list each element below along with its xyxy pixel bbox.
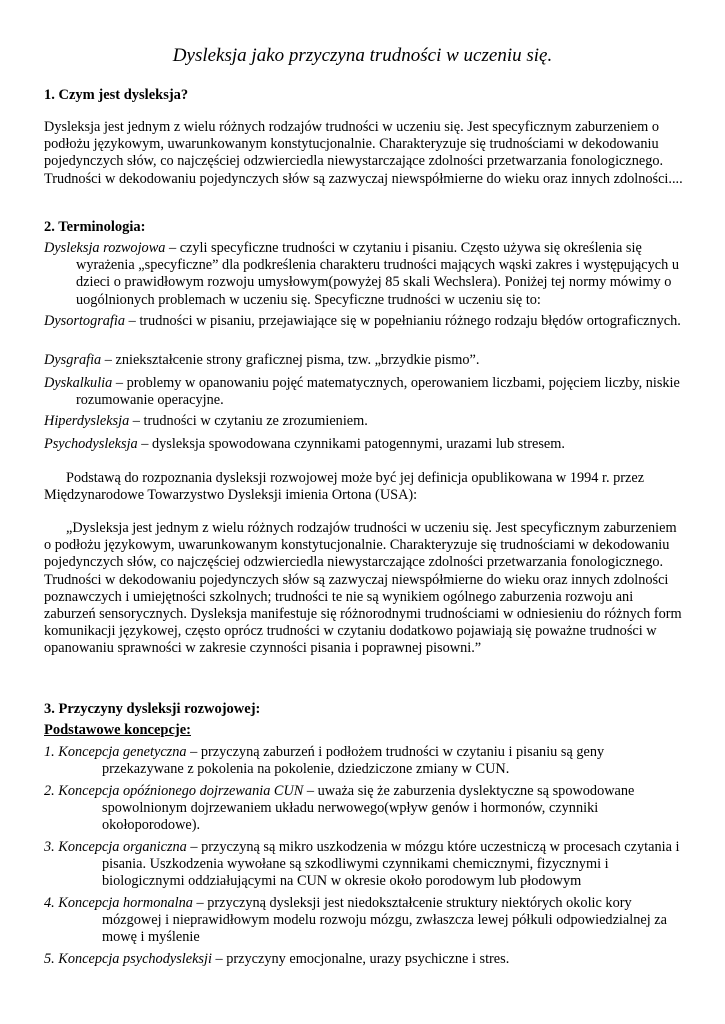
term-item <box>44 240 684 309</box>
term-definition: – dysleksja spowodowana czynnikami patogennymi, urazami lub stresem. <box>137 436 565 452</box>
term-name: Dysleksja rozwojowa <box>44 240 166 256</box>
concept-description: – przyczyną są mikro uszkodzenia w mózgu które uczestniczą w procesach czytania i pisania. Uszkodzenia wywołane są szkodliwymi czynnikami chemicznymi, fizycznymi i biologicznymi oddziałującymi na CUN w okresie około porodowym lub płodowym <box>102 839 680 890</box>
concept-name: 2. Koncepcja opóźnionego dojrzewania CUN <box>44 783 304 799</box>
concept-description: – przyczyny emocjonalne, urazy psychiczne i stres. <box>211 951 510 967</box>
definition-quote-text: „Dysleksja jest jednym z wielu różnych rodzajów trudności w uczeniu się. Jest specyficznym zaburzeniem o podłożu językowym, uwarunkowanym konstytucjonalnie. Charakteryzuje się trudnościami w dekodowaniu pojedynczych słów, co najczęściej odzwierciedla niewystarczające zdolności przetwarzania fonologicznego. Trudności w dekodowaniu pojedynczych słów są zazwyczaj niewspółmierne do wieku oraz innych zdolności poznawczych i umiejętności szkolnych; trudności te nie są wynikiem ogólnego zaburzenia rozwoju ani zaburzeń sensorycznych. Dysleksja manifestuje się różnorodnymi trudnościami w odniesieniu do różnych form komunikacji językowej, często oprócz trudności w czytaniu dodatkowo pojawiają się poważne trudności w opanowaniu sprawności w zakresie czynności pisania i poprawnej pisowni.” <box>44 520 682 657</box>
section-1-body: Dysleksja jest jednym z wielu różnych rodzajów trudności w uczeniu się. Jest specyficznym zaburzeniem o podłożu językowym, uwarunkowanym konstytucjonalnie. Charakteryzuje się trudnościami w dekodowaniu pojedynczych słów, co najczęściej odzwierciedla niewystarczające zdolności przetwarzania fonologicznego. Trudności w dekodowaniu pojedynczych słów są zazwyczaj niewspółmierne do wieku oraz innych zdolności.... <box>44 119 683 187</box>
term-item <box>44 352 684 369</box>
concept-description: – przyczyną dysleksji jest niedokształcenie struktury niektórych okolic kory mózgowej i nieprawidłowym modelu rozwoju mózgu, zwłaszcza lewej półkuli odpowiedzialnej za mowę i myślenie <box>102 895 667 946</box>
term-definition: – trudności w pisaniu, przejawiające się w popełnianiu różnego rodzaju błędów ortograficznych. <box>125 313 681 329</box>
concept-item <box>44 744 684 778</box>
section-3-heading: 3. Przyczyny dysleksji rozwojowej: <box>44 701 261 717</box>
term-definition: – czyli specyficzne trudności w czytaniu i pisaniu. Często używa się określenia się wyrażenia „specyficzne” dla podkreślenia charakteru trudności mających wąski zakres i występujących u dzieci o prawidłowym rozwoju umysłowym(powyżej 85 skali Wechslera). Poniżej tej normy mówimy o uogólnionych problemach w uczeniu się. Specyficzne trudności w uczeniu się to: <box>76 240 679 308</box>
term-item <box>44 313 684 330</box>
concept-item <box>44 951 684 968</box>
term-name: Dyskalkulia <box>44 375 113 391</box>
concept-item <box>44 839 684 891</box>
concept-name: 5. Koncepcja psychodysleksji <box>44 951 212 967</box>
term-definition: – problemy w opanowaniu pojęć matematycznych, operowaniem liczbami, pojęciem liczby, niskie rozumowanie operacyjne. <box>76 375 680 409</box>
section-2-heading: 2. Terminologia: <box>44 219 146 235</box>
document-title: Dysleksja jako przyczyna trudności w uczeniu się. <box>172 45 553 66</box>
concept-name: 4. Koncepcja hormonalna <box>44 895 193 911</box>
concept-description: – przyczyną zaburzeń i podłożem trudności w czytaniu i pisaniu są geny przekazywane z pokolenia na pokolenie, dziedziczone zmiany w CUN. <box>102 744 605 778</box>
concepts-subheading: Podstawowe koncepcje: <box>44 722 191 738</box>
term-item <box>44 413 684 430</box>
concept-description: – uważa się że zaburzenia dyslektyczne są spowodowane spowolnionym dojrzewaniem układu nerwowego(wpływ genów i hormonów, czynniki okołoporodowe). <box>102 783 635 834</box>
section-1-heading: 1. Czym jest dysleksja? <box>44 87 189 103</box>
definition-quote <box>44 520 684 658</box>
term-name: Dysortografia <box>44 313 126 329</box>
concept-name: 3. Koncepcja organiczna <box>44 839 187 855</box>
term-name: Hiperdysleksja <box>44 413 130 429</box>
definition-intro-text: Podstawą do rozpoznania dysleksji rozwojowej może być jej definicja opublikowana w 1994 r. przez Międzynarodowe Towarzystwo Dysleksji imienia Ortona (USA): <box>44 470 645 504</box>
term-definition: – trudności w czytaniu ze zrozumieniem. <box>129 413 368 429</box>
term-item <box>44 375 684 409</box>
concept-item <box>44 895 684 947</box>
term-name: Psychodysleksja <box>44 436 138 452</box>
concept-name: 1. Koncepcja genetyczna <box>44 744 187 760</box>
concept-item <box>44 783 684 835</box>
term-item <box>44 436 684 453</box>
term-definition: – zniekształcenie strony graficznej pisma, tzw. „brzydkie pismo”. <box>101 352 480 368</box>
term-name: Dysgrafia <box>44 352 102 368</box>
definition-intro <box>44 470 684 504</box>
